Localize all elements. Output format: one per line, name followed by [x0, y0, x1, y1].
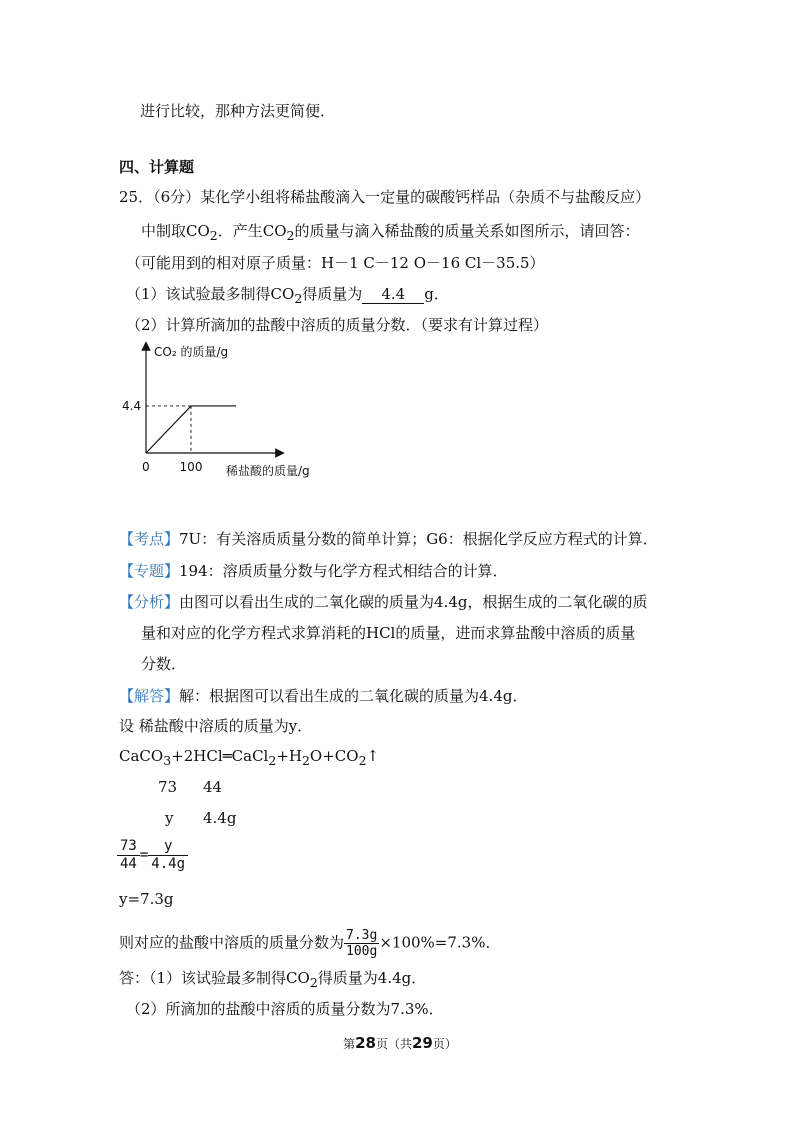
page-footer: 第28页（共29页） — [343, 1034, 457, 1052]
ratio-row-73: 73 — [158, 778, 178, 796]
section-heading: 四、计算题 — [119, 158, 195, 176]
total-page-number: 29 — [412, 1034, 433, 1052]
zhuanti-tag: 【专题】 — [119, 562, 180, 580]
question-part-2: （2）计算所滴加的盐酸中溶质的质量分数．（要求有计算过程） — [126, 316, 549, 334]
question-part-1: （1）该试验最多制得$CO_2$得质量为 4.4 g． — [126, 285, 449, 306]
current-page-number: 28 — [355, 1034, 376, 1052]
chemical-equation: $CaCO_3+2HCl═CaCl_2+H_2O+CO_2↑$ — [119, 747, 380, 768]
x-tick-label: 100 — [179, 460, 203, 474]
percent-calculation: 则对应的盐酸中溶质的质量分数为 $\frac{7.3g}{100g}$ ×100%=7.3%． — [119, 928, 501, 959]
zhuanti-line: 【专题】194：溶质质量分数与化学方程式相结合的计算． — [119, 562, 508, 580]
atomic-masses-note: （可能用到的相对原子质量：H－1 C－12 O－16 Cl－35.5） — [126, 254, 545, 272]
answer-1: 答：（1）该试验最多制得$CO_2$得质量为4.4g． — [119, 969, 427, 990]
fenxi-line-1: 【分析】由图可以看出生成的二氧化碳的质量为4.4g，根据生成的二氧化碳的质 — [119, 593, 648, 611]
let-statement: 设 稀盐酸中溶质的质量为y． — [119, 717, 313, 735]
jieda-tag: 【解答】 — [119, 687, 180, 705]
answer-2: （2）所滴加的盐酸中溶质的质量分数为7.3%． — [126, 1000, 444, 1018]
kaodian-line: 【考点】7U：有关溶质质量分数的简单计算；G6：根据化学反应方程式的计算． — [119, 530, 658, 548]
jieda-line: 【解答】解：根据图可以看出生成的二氧化碳的质量为4.4g． — [119, 687, 528, 705]
fenxi-line-3: 分数． — [141, 655, 187, 673]
percent-fraction: $\frac{7.3g}{100g}$ — [346, 928, 378, 959]
proportion-equation: $\frac{73}{44}$ = $\frac{y}{4.4g}$ — [117, 838, 188, 873]
y-tick-label: 4.4 — [122, 398, 142, 413]
kaodian-tag: 【考点】 — [119, 530, 180, 548]
value-row-mass: 4.4g — [203, 809, 237, 827]
origin-label: 0 — [142, 460, 150, 474]
part1-answer-blank: 4.4 — [362, 285, 424, 304]
value-row-y: y — [165, 809, 174, 827]
fenxi-line-2: 量和对应的化学方程式求算消耗的HCl的质量，进而求算盐酸中溶质的质量 — [141, 624, 636, 642]
y-axis-label: CO₂ 的质量/g — [154, 345, 229, 359]
fenxi-tag: 【分析】 — [119, 593, 180, 611]
co2-mass-chart — [120, 340, 340, 490]
result-y: y=7.3g — [119, 890, 174, 908]
question-line-1: 25．（6分）某化学小组将稀盐酸滴入一定量的碳酸钙样品（杂质不与盐酸反应） — [119, 188, 651, 206]
question-line-2: 中制取$CO_2$．产生$CO_2$的质量与滴入稀盐酸的质量关系如图所示，请回答： — [141, 222, 640, 243]
ratio-row-44: 44 — [203, 778, 223, 796]
x-axis-label: 稀盐酸的质量/g — [226, 464, 310, 478]
intro-line: 进行比较，那种方法更简便． — [140, 102, 336, 120]
